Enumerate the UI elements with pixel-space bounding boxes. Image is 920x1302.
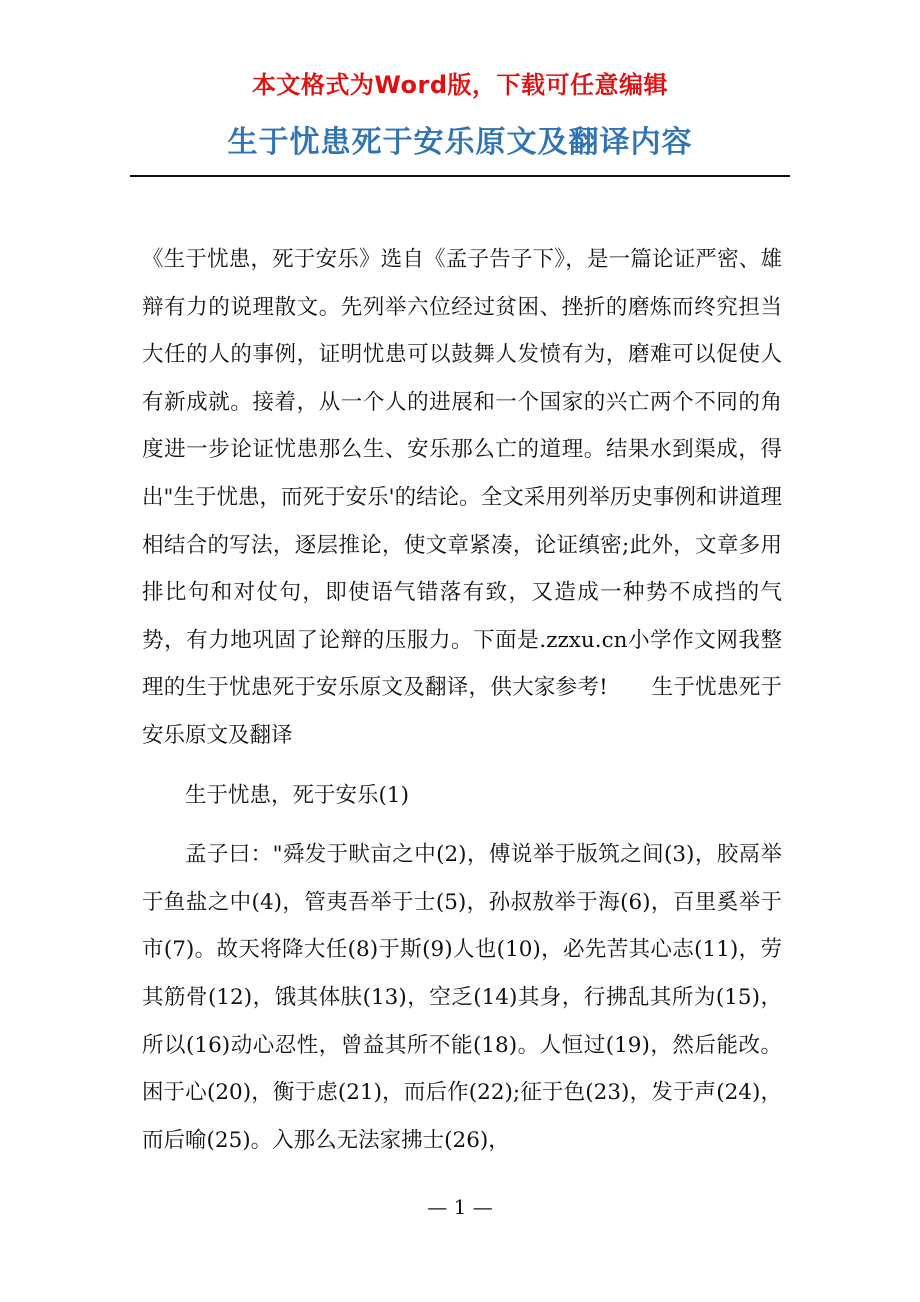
essay-title-paragraph: 生于忧患，死于安乐(1): [185, 782, 409, 808]
intro-paragraph: 《生于忧患，死于安乐》选自《孟子告子下》，是一篇论证严密、雄辩有力的说理散文。先列举六位经过贫困、挫折的磨炼而终究担当大任的人的事例，证明忧患可以鼓舞人发愤有为，磨难可以促使人有新成就。接着，从一个人的进展和一个国家的兴亡两个不同的角度进一步论证忧患那么生、安乐那么亡的道理。结果水到渠成，得出"生于忧患，而死于安乐'的结论。全文采用列举历史事例和讲道理相结合的写法，逐层推论，使文章紧凑，论证缜密;此外，文章多用排比句和对仗句，即使语气错落有致，又造成一种势不成挡的气势，有力地巩固了论辩的压服力。下面是.zzxu.cn小学作文网我整理的生于忧患死于安乐原文及翻译，供大家参考! 生于忧患死于安乐原文及翻译: [142, 247, 782, 748]
document-title: 生于忧患死于安乐原文及翻译内容: [227, 125, 693, 160]
page-number: — 1 —: [427, 1195, 493, 1219]
document-body: [142, 236, 782, 1164]
essay-text-paragraph: 孟子曰："舜发于畎亩之中(2)，傅说举于版筑之间(3)，胶鬲举于鱼盐之中(4)，管夷吾举于士(5)，孙叔敖举于海(6)，百里奚举于市(7)。故天将降大任(8)于斯(9)人也(10)，必先苦其心志(11)，劳其筋骨(12)，饿其体肤(13)，空乏(14)其身，行拂乱其所为(15)，所以(16)动心忍性，曾益其所不能(18)。人恒过(19)，然后能改。困于心(20)，衡于虑(21)，而后作(22);征于色(23)，发于声(24)，而后喻(25)。入那么无法家拂士(26)，: [142, 842, 782, 1153]
format-banner: 本文格式为Word版，下载可任意编辑: [251, 71, 669, 99]
title-divider: [130, 175, 790, 177]
